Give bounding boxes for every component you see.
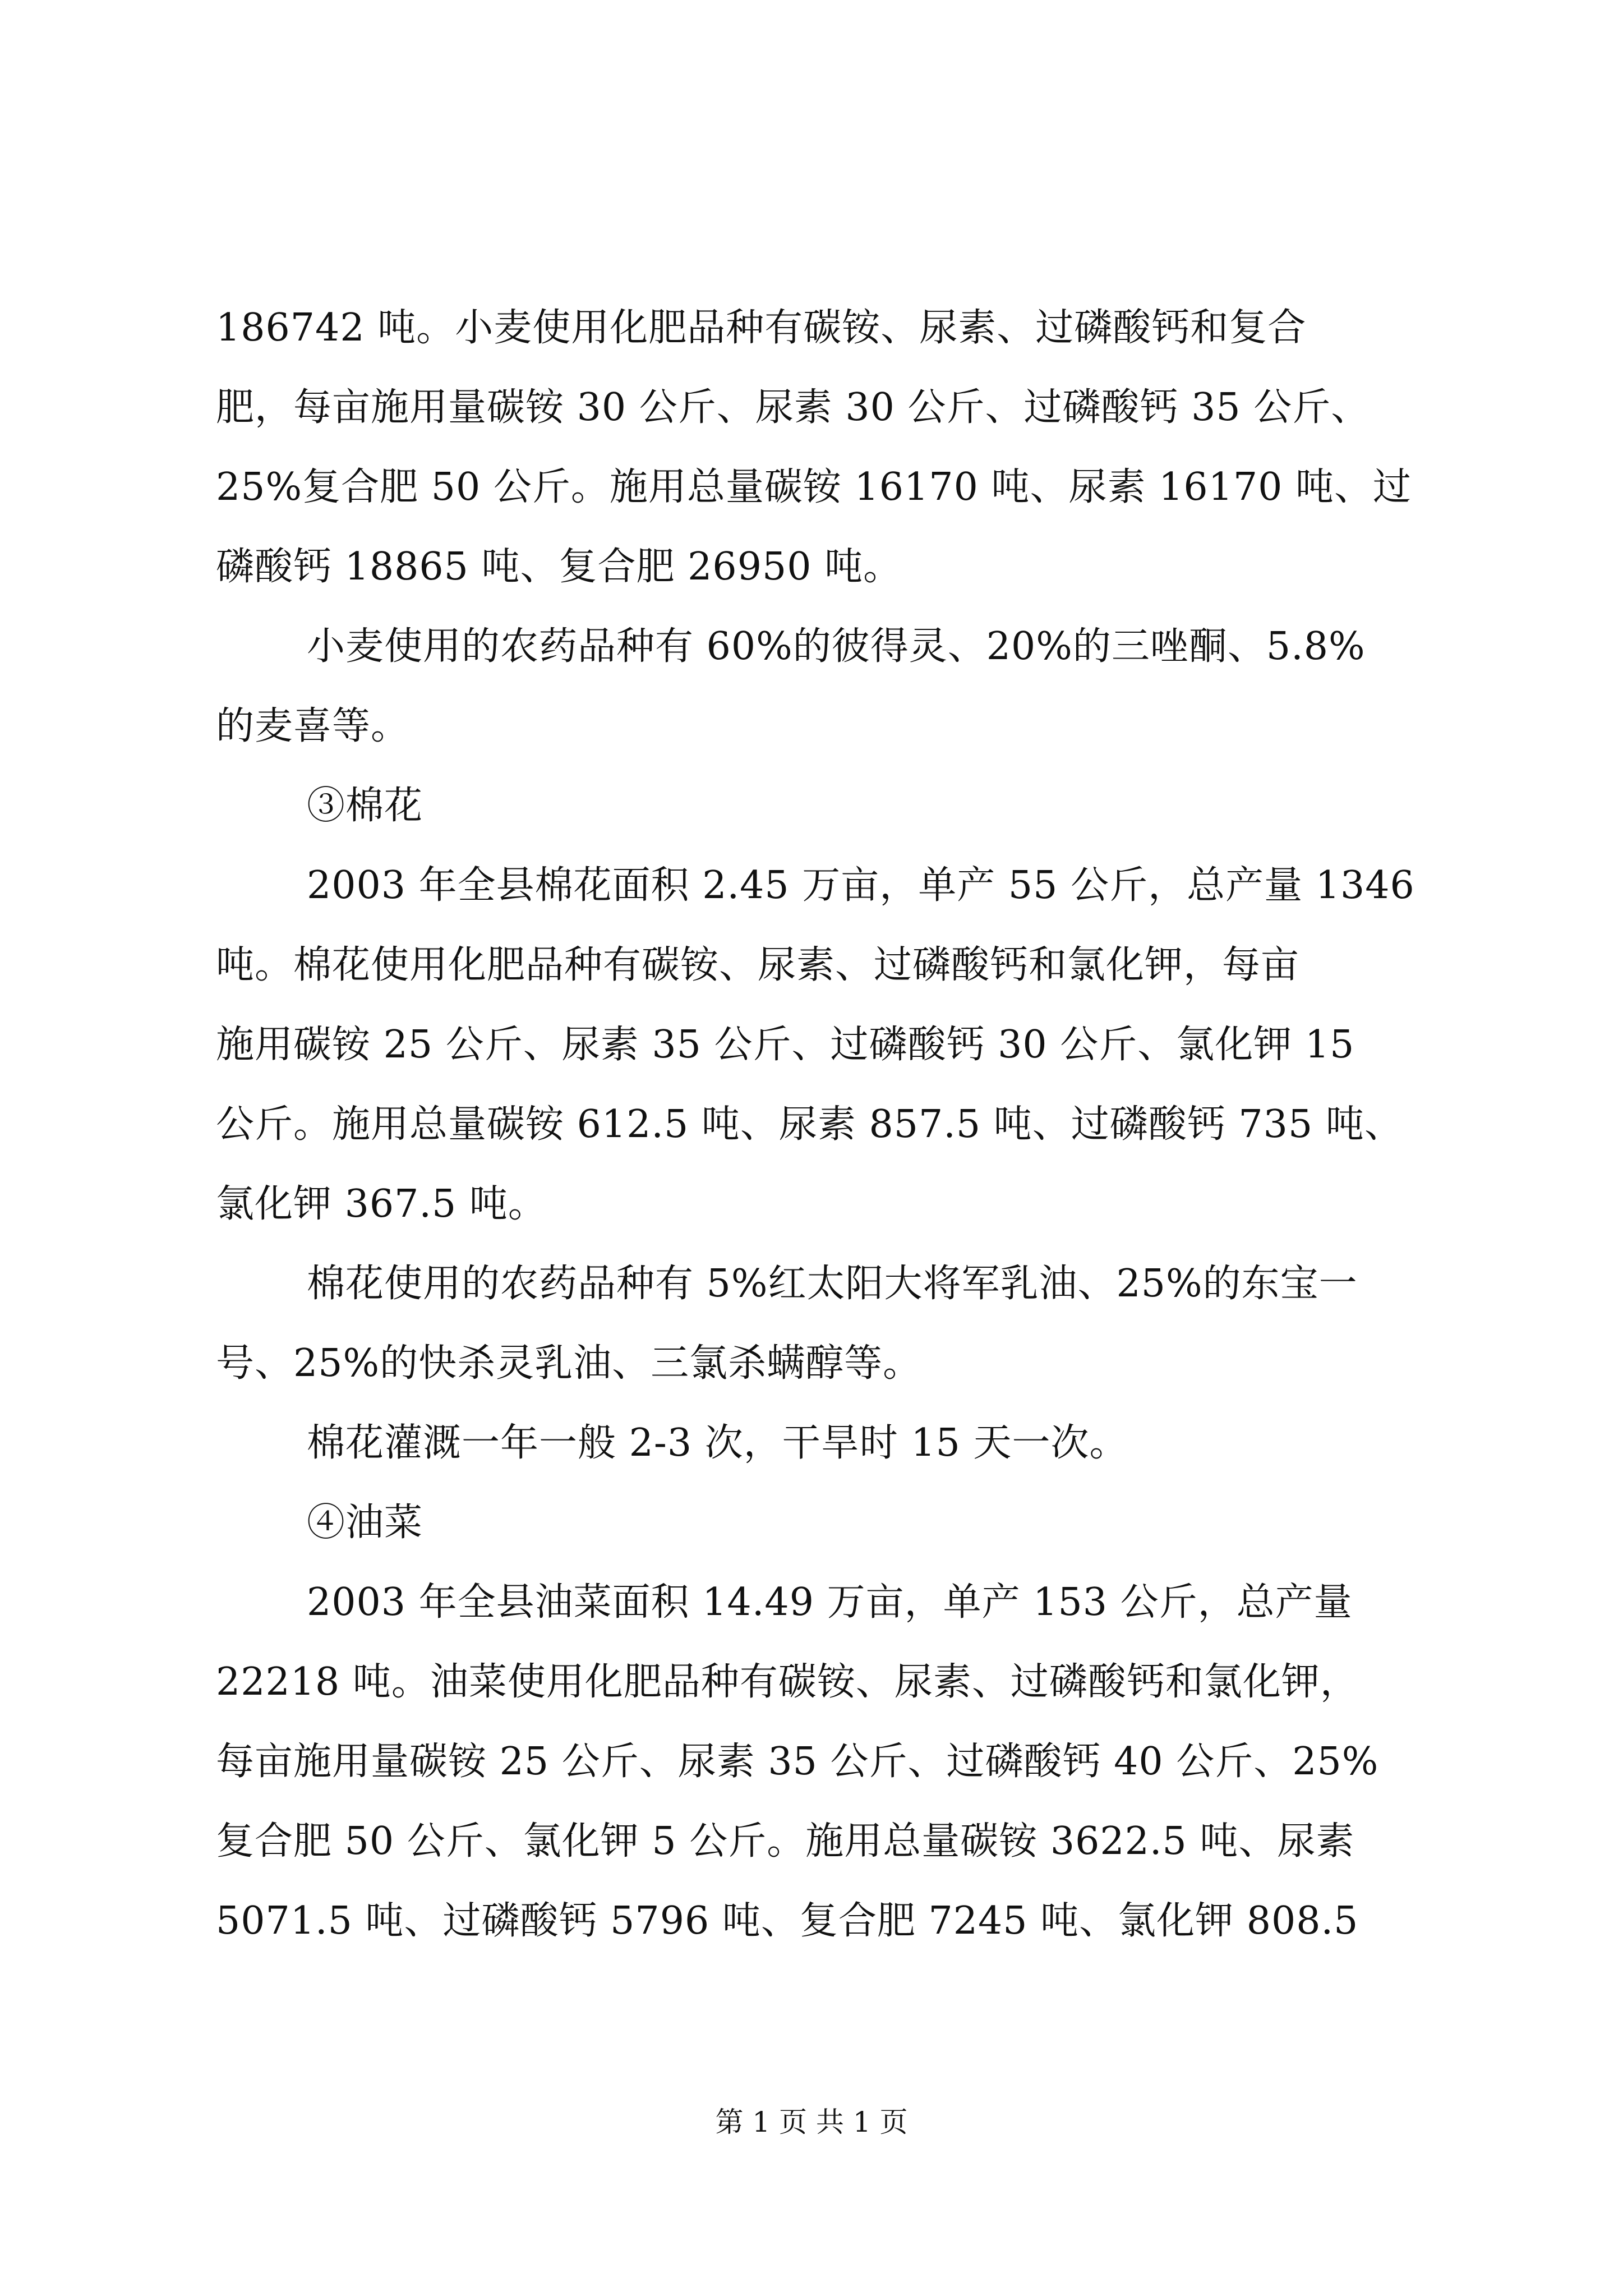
text-line: 号、25%的快杀灵乳油、三氯杀螨醇等。 <box>216 1341 922 1386</box>
page-footer: 第 1 页 共 1 页 <box>715 2106 908 2138</box>
text-line: 复合肥 50 公斤、氯化钾 5 公斤。施用总量碳铵 3622.5 吨、尿素 <box>216 1819 1355 1864</box>
text-line: 每亩施用量碳铵 25 公斤、尿素 35 公斤、过磷酸钙 40 公斤、25% <box>216 1740 1379 1784</box>
text-line: 22218 吨。油菜使用化肥品种有碳铵、尿素、过磷酸钙和氯化钾， <box>216 1660 1359 1704</box>
text-line: 施用碳铵 25 公斤、尿素 35 公斤、过磷酸钙 30 公斤、氯化钾 15 <box>216 1023 1355 1067</box>
text-line: 氯化钾 367.5 吨。 <box>216 1182 547 1226</box>
text-line: 186742 吨。小麦使用化肥品种有碳铵、尿素、过磷酸钙和复合 <box>216 306 1307 350</box>
text-line: 2003 年全县油菜面积 14.49 万亩，单产 153 公斤，总产量 <box>307 1580 1353 1625</box>
text-line: 小麦使用的农药品种有 60%的彼得灵、20%的三唑酮、5.8% <box>307 624 1366 669</box>
section-heading: ③棉花 <box>307 784 423 828</box>
text-line: 25%复合肥 50 公斤。施用总量碳铵 16170 吨、尿素 16170 吨、过 <box>216 465 1412 509</box>
text-line: 的麦喜等。 <box>216 704 410 748</box>
text-line: 棉花使用的农药品种有 5%红太阳大将军乳油、25%的东宝一 <box>307 1262 1358 1306</box>
text-line: 5071.5 吨、过磷酸钙 5796 吨、复合肥 7245 吨、氯化钾 808.5 <box>216 1899 1359 1943</box>
text-line: 肥，每亩施用量碳铵 30 公斤、尿素 30 公斤、过磷酸钙 35 公斤、 <box>216 385 1370 430</box>
text-line: 2003 年全县棉花面积 2.45 万亩，单产 55 公斤，总产量 1346 <box>307 863 1415 908</box>
text-line: 公斤。施用总量碳铵 612.5 吨、尿素 857.5 吨、过磷酸钙 735 吨、 <box>216 1102 1403 1147</box>
text-line: 磷酸钙 18865 吨、复合肥 26950 吨。 <box>216 545 902 589</box>
text-line: 吨。棉花使用化肥品种有碳铵、尿素、过磷酸钙和氯化钾，每亩 <box>216 943 1300 987</box>
text-line: 棉花灌溉一年一般 2-3 次，干旱时 15 天一次。 <box>307 1421 1128 1465</box>
section-heading: ④油菜 <box>307 1501 423 1545</box>
